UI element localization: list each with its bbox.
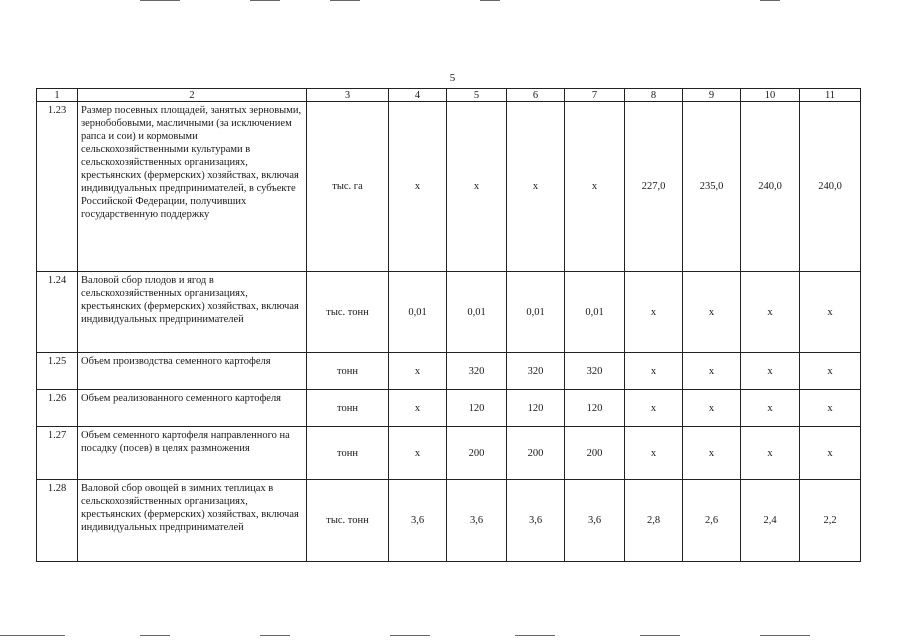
row-number: 1.23 [37, 102, 78, 272]
value-cell: 240,0 [741, 102, 800, 272]
unit-cell: тыс. га [307, 102, 389, 272]
value-cell: х [683, 272, 741, 353]
table-row [37, 427, 861, 480]
value-cell: 320 [565, 353, 625, 390]
indicator-name: Объем реализованного семенного картофеля [78, 390, 307, 427]
value-cell: х [741, 390, 800, 427]
value-cell: х [389, 353, 447, 390]
column-header: 10 [741, 89, 800, 102]
value-cell: х [741, 353, 800, 390]
value-cell: х [741, 272, 800, 353]
value-cell: 2,8 [625, 480, 683, 562]
unit-cell: тонн [307, 353, 389, 390]
table-row [37, 480, 861, 562]
value-cell: х [800, 272, 861, 353]
value-cell: 0,01 [447, 272, 507, 353]
value-cell: х [800, 427, 861, 480]
scan-top-edge-marks [0, 0, 905, 4]
value-cell: х [625, 427, 683, 480]
value-cell: 320 [507, 353, 565, 390]
indicators-table [36, 88, 861, 562]
value-cell: х [447, 102, 507, 272]
page-number: 5 [449, 72, 456, 84]
value-cell: х [389, 102, 447, 272]
table-row [37, 390, 861, 427]
column-header: 11 [800, 89, 861, 102]
row-number: 1.26 [37, 390, 78, 427]
value-cell: х [741, 427, 800, 480]
value-cell: х [625, 272, 683, 353]
indicator-name: Валовой сбор овощей в зимних теплицах в сельскохозяйственных организациях, крестьянских (фермерских) хозяйствах, включая индивидуальных предпринимателей [78, 480, 307, 562]
column-number-row [37, 89, 861, 102]
value-cell: 120 [565, 390, 625, 427]
value-cell: х [389, 390, 447, 427]
unit-cell: тыс. тонн [307, 272, 389, 353]
row-number: 1.25 [37, 353, 78, 390]
table-row [37, 353, 861, 390]
indicator-name: Объем производства семенного картофеля [78, 353, 307, 390]
value-cell: 3,6 [507, 480, 565, 562]
column-header: 5 [447, 89, 507, 102]
value-cell: х [683, 390, 741, 427]
row-number: 1.28 [37, 480, 78, 562]
value-cell: х [565, 102, 625, 272]
value-cell: 3,6 [565, 480, 625, 562]
value-cell: 0,01 [507, 272, 565, 353]
value-cell: 320 [447, 353, 507, 390]
column-header: 4 [389, 89, 447, 102]
value-cell: 200 [565, 427, 625, 480]
unit-cell: тонн [307, 390, 389, 427]
column-header: 1 [37, 89, 78, 102]
value-cell: х [683, 353, 741, 390]
unit-cell: тонн [307, 427, 389, 480]
unit-cell: тыс. тонн [307, 480, 389, 562]
value-cell: 2,4 [741, 480, 800, 562]
table-row [37, 102, 861, 272]
row-number: 1.27 [37, 427, 78, 480]
value-cell: 3,6 [389, 480, 447, 562]
column-header: 9 [683, 89, 741, 102]
indicator-name: Валовой сбор плодов и ягод в сельскохозяйственных организациях, крестьянских (фермерских) хозяйствах, включая индивидуальных предпринимателей [78, 272, 307, 353]
value-cell: х [625, 353, 683, 390]
value-cell: 120 [507, 390, 565, 427]
value-cell: х [507, 102, 565, 272]
column-header: 8 [625, 89, 683, 102]
indicator-name: Объем семенного картофеля направленного на посадку (посев) в целях размножения [78, 427, 307, 480]
value-cell: х [683, 427, 741, 480]
value-cell: 235,0 [683, 102, 741, 272]
value-cell: х [625, 390, 683, 427]
value-cell: 0,01 [389, 272, 447, 353]
column-header: 2 [78, 89, 307, 102]
value-cell: 3,6 [447, 480, 507, 562]
table-row [37, 272, 861, 353]
row-number: 1.24 [37, 272, 78, 353]
scan-bottom-edge-marks [0, 635, 905, 639]
indicator-name: Размер посевных площадей, занятых зерновыми, зернобобовыми, масличными (за исключением рапса и сои) и кормовыми сельскохозяйственными культурами в сельскохозяйственных организациях, крестьянских (фермерских) хозяйствах, включая индивидуальных предпринимателей, в субъекте Российской Федерации, получивших государственную поддержку [78, 102, 307, 272]
value-cell: 2,2 [800, 480, 861, 562]
value-cell: 200 [447, 427, 507, 480]
value-cell: х [389, 427, 447, 480]
value-cell: 2,6 [683, 480, 741, 562]
value-cell: х [800, 353, 861, 390]
value-cell: 240,0 [800, 102, 861, 272]
value-cell: 0,01 [565, 272, 625, 353]
column-header: 3 [307, 89, 389, 102]
value-cell: 120 [447, 390, 507, 427]
value-cell: 227,0 [625, 102, 683, 272]
value-cell: х [800, 390, 861, 427]
column-header: 7 [565, 89, 625, 102]
column-header: 6 [507, 89, 565, 102]
value-cell: 200 [507, 427, 565, 480]
